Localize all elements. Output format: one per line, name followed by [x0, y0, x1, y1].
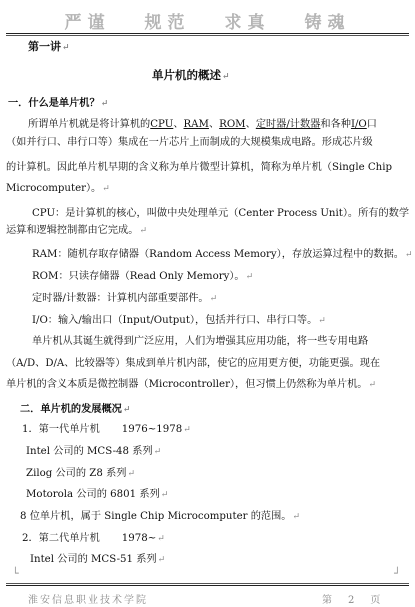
margin-corner-mark-left: └: [12, 567, 19, 580]
paragraph-application-line-1: 单片机从其诞生就得到广泛应用，人们为增强其应用功能，将一些专用电路: [32, 336, 369, 347]
chapter-title: 单片机的概述↵: [152, 68, 230, 82]
header-rule-thin: [6, 35, 409, 36]
second-generation-heading: 2．第二代单片机 1978~↵: [22, 533, 165, 544]
footer-school-name: 淮安信息职业技术学院: [28, 595, 148, 606]
paragraph-cpu-line-2: 运算和逻辑控制都由它完成。↵: [6, 225, 147, 236]
paragraph-definition-line-3: 的计算机。因此单片机早期的含义称为单片微型计算机，简称为单片机（Single Chip: [6, 162, 392, 173]
header-word-1: 严谨: [64, 13, 111, 33]
section-heading-development: 二．单片机的发展概况↵: [20, 403, 131, 415]
header-rule: [6, 33, 409, 34]
section-heading-what-is-mcu: 一．什么是单片机？↵: [8, 97, 109, 109]
footer-page-number: 第 2 页: [322, 595, 384, 606]
header-word-3: 求真: [224, 13, 271, 33]
list-item-6801: Motorola 公司的 6801 系列↵: [26, 489, 169, 500]
paragraph-definition-line-4: Microcomputer）。↵: [6, 183, 110, 194]
footer-rule: [6, 585, 409, 586]
paragraph-definition-line-1: 所谓单片机就是将计算机的CPU、RAM、ROM、定时器/计数器和各种I/O口: [28, 119, 377, 130]
paragraph-application-line-3: 单片机的含义本质是微控制器（Microcontroller），但习惯上仍然称为单片机。↵: [6, 379, 377, 390]
paragraph-io: I/O：输入/输出口（Input/Output），包括并行口、串行口等。↵: [32, 315, 326, 326]
first-generation-note: 8 位单片机，属于 Single Chip Microcomputer 的范围。↵: [20, 511, 300, 522]
header-word-4: 铸魂: [304, 13, 351, 33]
paragraph-application-line-2: （A/D、D/A、比较器等）集成到单片机内部，使它的应用更方便，功能更强。现在: [6, 358, 381, 369]
paragraph-definition-line-2: （如并行口、串行口等）集成在一片芯片上而制成的大规模集成电路。形成芯片级: [6, 137, 373, 148]
footer-rule-thin: [6, 583, 409, 584]
first-generation-heading: 1．第一代单片机 1976~1978↵: [22, 424, 191, 435]
paragraph-ram: RAM：随机存取存储器（Random Access Memory），存放运算过程中的数据。↵: [32, 249, 413, 260]
list-item-z8: Zilog 公司的 Z8 系列↵: [26, 468, 136, 479]
list-item-mcs48: Intel 公司的 MCS-48 系列↵: [26, 446, 162, 457]
paragraph-rom: ROM：只读存储器（Read Only Memory）。↵: [32, 271, 254, 282]
margin-corner-mark-right: ┘: [394, 567, 401, 580]
list-item-mcs51: Intel 公司的 MCS-51 系列↵: [30, 554, 166, 565]
page-header: [0, 8, 415, 32]
lecture-title: 第一讲↵: [28, 40, 70, 53]
paragraph-timer: 定时器/计数器：计算机内部重要部件。↵: [32, 293, 218, 304]
header-word-2: 规范: [144, 13, 191, 33]
paragraph-cpu-line-1: CPU：是计算机的核心，叫做中央处理单元（Center Process Unit）。所有的数学: [32, 208, 410, 219]
